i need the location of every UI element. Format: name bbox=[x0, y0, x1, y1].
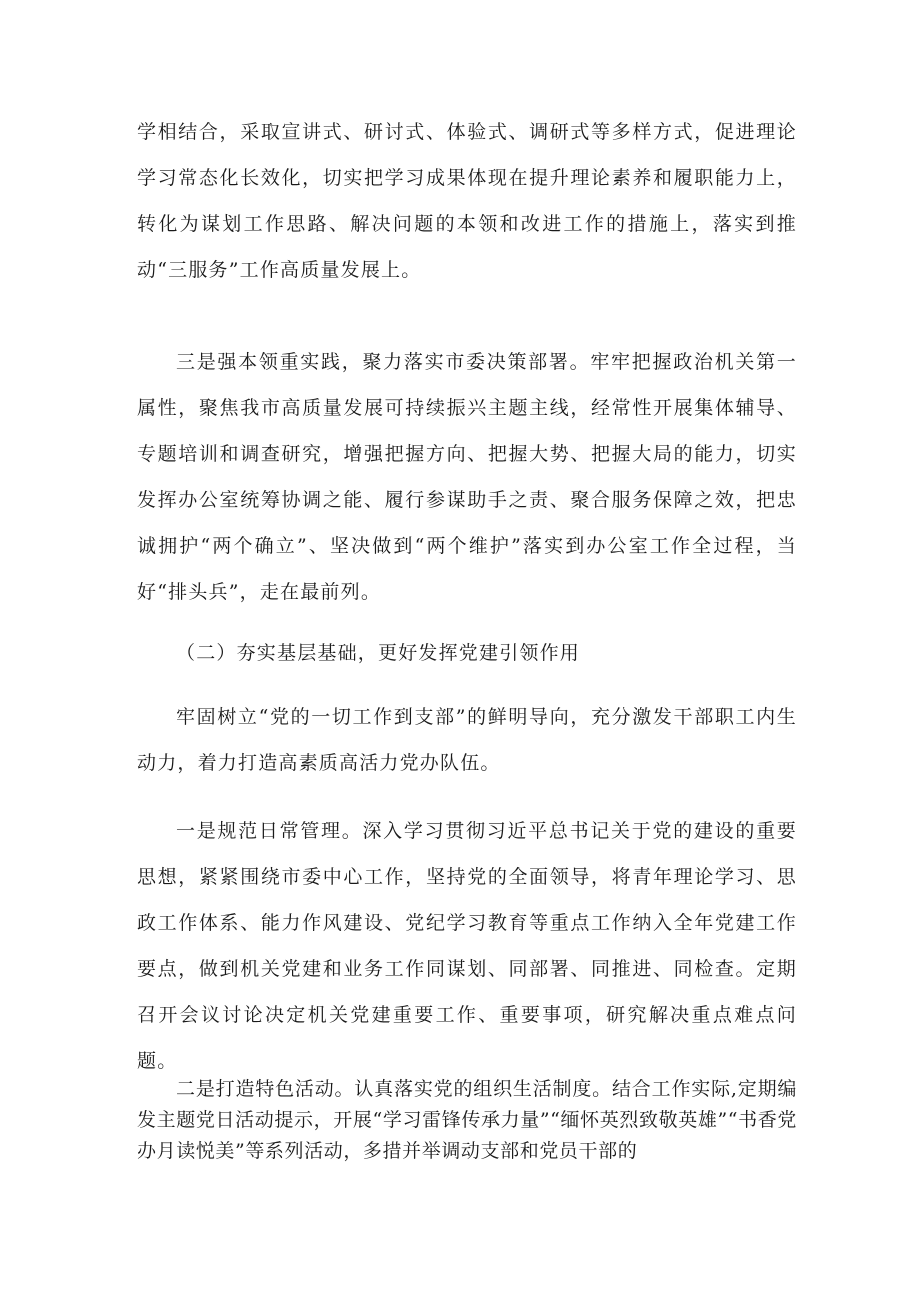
paragraph-first-daily-management: 一是规范日常管理。深入学习贯彻习近平总书记关于党的建设的重要思想，紧紧围绕市委中心工作，坚持党的全面领导，将青年理论学习、思政工作体系、能力作风建设、党纪学习教育等重点工作纳入全年党建工作要点，做到机关党建和业务工作同谋划、同部署、同推进、同检查。定期召开会议讨论决定机关党建重要工作、重要事项，研究解决重点难点问题。 bbox=[137, 820, 797, 1072]
paragraph-second-special-activities: 二是打造特色活动。认真落实党的组织生活制度。结合工作实际,定期编发主题党日活动提示，开展“学习雷锋传承力量”“缅怀英烈致敬英雄”“书香党办月读悦美”等系列活动，多措并举调动支部和党员干部的 bbox=[137, 1078, 797, 1162]
paragraph-branch-orientation: 牢固树立“党的一切工作到支部”的鲜明导向，充分激发干部职工内生动力，着力打造高素质高活力党办队伍。 bbox=[137, 706, 797, 774]
paragraph-third-strengthen-ability: 三是强本领重实践，聚力落实市委决策部署。牢牢把握政治机关第一属性，聚焦我市高质量发展可持续振兴主题主线，经常性开展集体辅导、专题培训和调查研究，增强把握方向、把握大势、把握大局的能力，切实发挥办公室统筹协调之能、履行参谋助手之责、聚合服务保障之效，把忠诚拥护“两个确立”、坚决做到“两个维护”落实到办公室工作全过程，当好“排头兵”，走在最前列。 bbox=[137, 351, 797, 603]
section-heading-2: （二）夯实基层基础，更好发挥党建引领作用 bbox=[176, 642, 581, 664]
paragraph-theory-study-continued: 学相结合，采取宣讲式、研讨式、体验式、调研式等多样方式，促进理论学习常态化长效化，切实把学习成果体现在提升理论素养和履职能力上，转化为谋划工作思路、解决问题的本领和改进工作的措施上，落实到推动“三服务”工作高质量发展上。 bbox=[137, 121, 797, 281]
